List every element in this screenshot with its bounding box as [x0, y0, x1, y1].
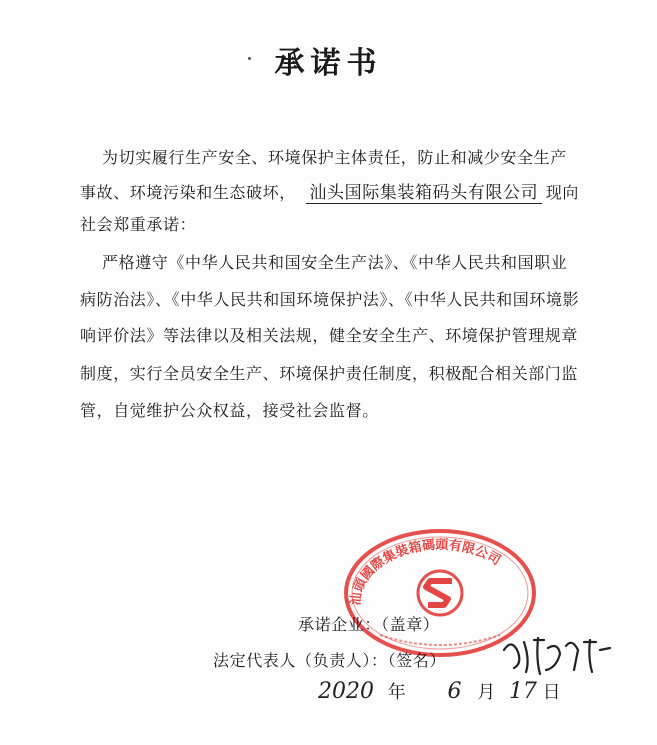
- document-title: 承诺书: [274, 46, 383, 81]
- para2-line1: 严格遵守《中华人民共和国安全生产法》、《中华人民共和国职业: [102, 253, 568, 272]
- para2-line3: 响评价法》等法律以及相关法规，健全安全生产、环境保护管理规章: [80, 326, 579, 345]
- date-year: 2020: [318, 679, 374, 704]
- handwritten-signature: [500, 620, 620, 680]
- date-day-unit: 日: [542, 682, 561, 703]
- para1-line2: [80, 178, 579, 204]
- date-month-unit: 月: [477, 682, 496, 703]
- date-day: 17: [508, 679, 537, 704]
- seal-text: 汕頭國際集裝箱碼頭有限公司: [348, 537, 504, 607]
- date-year-unit: 年: [387, 682, 406, 703]
- legal-rep-line: 法定代表人（负责人）：（签名）: [213, 651, 447, 670]
- company-stamp-line: 承诺企业：（盖章）: [298, 615, 440, 634]
- para2-line5: 管，自觉维护公众权益，接受社会监督。: [80, 401, 379, 420]
- date-month: 6: [447, 679, 462, 704]
- para1-line2-suffix: 现向: [545, 183, 580, 202]
- sign-date: [318, 678, 561, 704]
- company-name: 汕头国际集装箱码头有限公司: [306, 178, 542, 204]
- para1-line3: 社会郑重承诺：: [80, 215, 197, 234]
- svg-text:汕頭國際集裝箱碼頭有限公司: [348, 537, 504, 606]
- para1-line1: 为切实履行生产安全、环境保护主体责任，防止和减少安全生产: [102, 148, 567, 167]
- para1-line2-prefix: 事故、环境污染和生态破坏，: [80, 183, 296, 202]
- para2-line2: 病防治法》、《中华人民共和国环境保护法》、《中华人民共和国环境影: [80, 290, 580, 309]
- para2-line4: 制度，实行全员安全生产、环境保护责任制度，积极配合相关部门监: [80, 364, 579, 383]
